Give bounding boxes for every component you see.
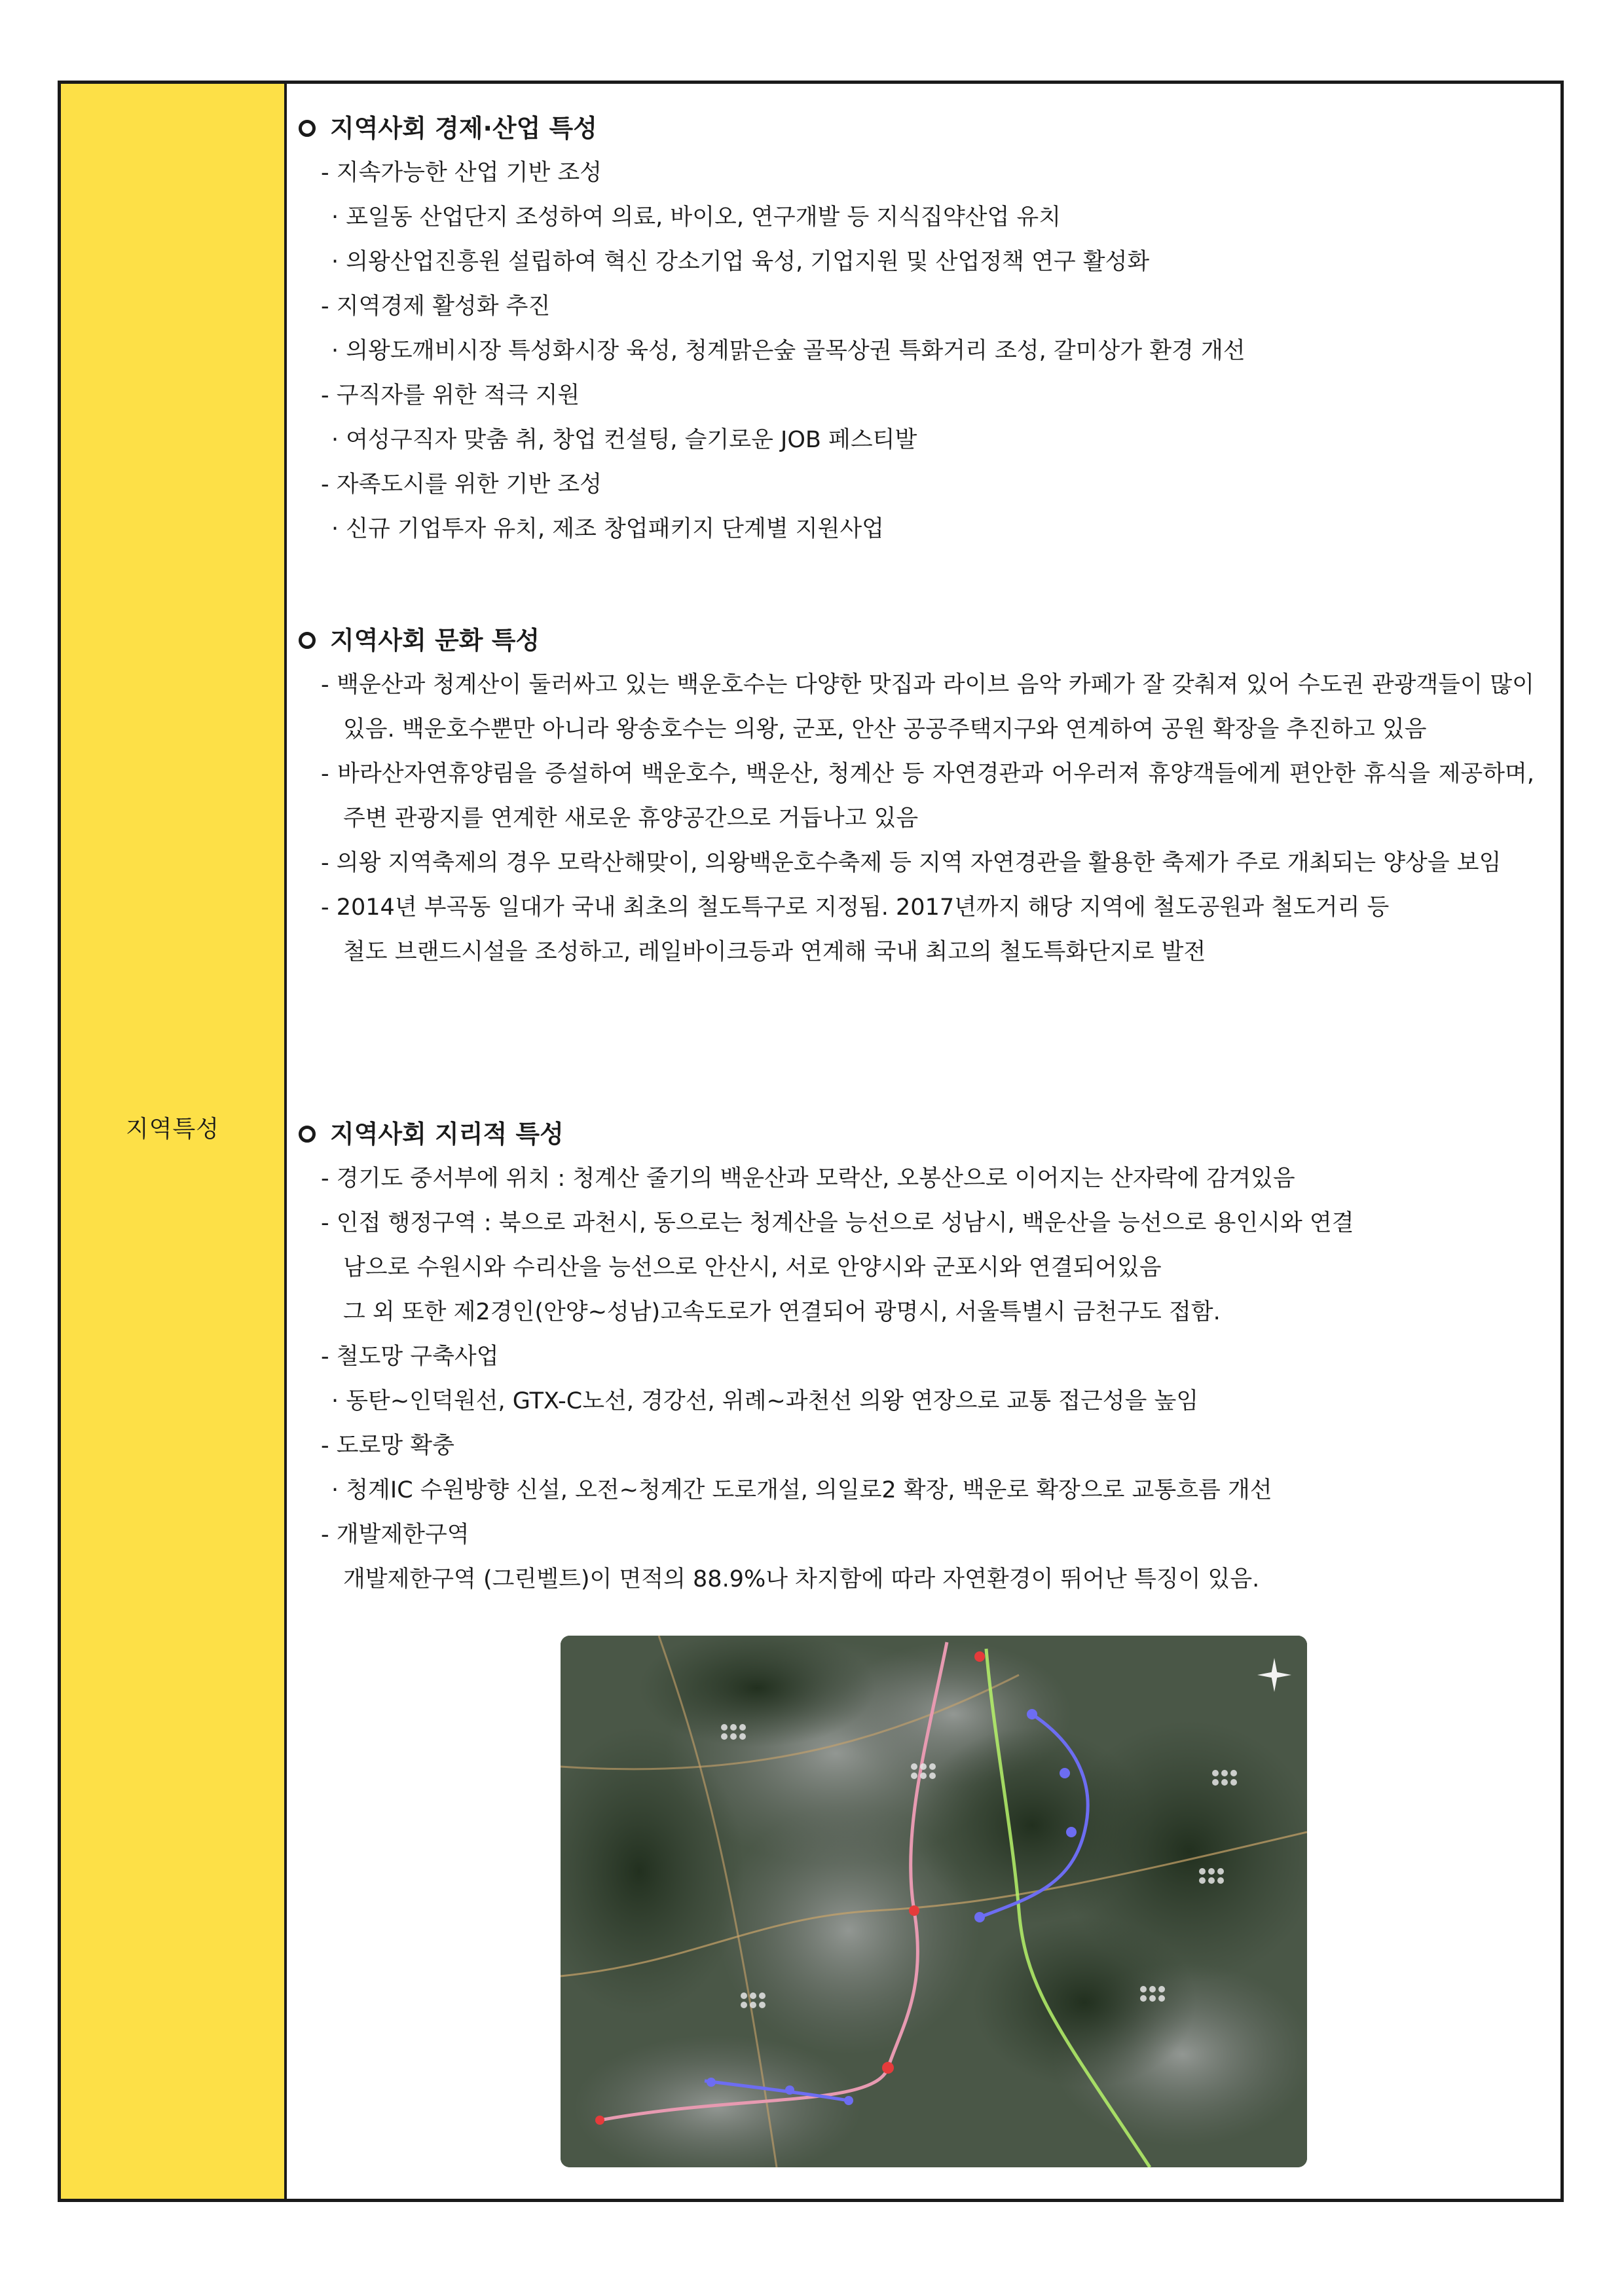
list-item: - 인접 행정구역 : 북으로 과천시, 동으로는 청계산을 능선으로 성남시, 백운산을 능선으로 용인시와 연결 (321, 1210, 1354, 1236)
circle-bullet-icon (299, 632, 316, 649)
station-marker (974, 1651, 985, 1662)
station-marker (707, 2078, 716, 2087)
list-item: · 동탄~인덕원선, GTX-C노선, 경강선, 위례~과천선 의왕 연장으로 교통 접근성을 높임 (331, 1388, 1199, 1414)
mountain-area (973, 1917, 1196, 2087)
list-item: - 도로망 확충 (321, 1433, 454, 1459)
list-item: · 청계IC 수원방향 신설, 오전~청계간 도로개설, 의일로2 확장, 백운로 확장으로 교통흐름 개선 (331, 1477, 1272, 1503)
geography-section (287, 1112, 1534, 1602)
row-label-cell (61, 84, 287, 2199)
list-item-continued: 개발제한구역 (그린벨트)이 면적의 88.9%나 차지함에 따라 자연환경이 뛰어난 특징이 있음. (343, 1566, 1260, 1592)
station-marker (1060, 1768, 1070, 1778)
station-marker (882, 2062, 894, 2074)
circle-bullet-icon (299, 1126, 316, 1143)
economy-section (287, 106, 1534, 551)
row-label: 지역특성 (125, 1116, 220, 1143)
list-item: - 구직자를 위한 적극 지원 (321, 382, 580, 409)
station-marker (844, 2096, 853, 2105)
station-marker (974, 1912, 985, 1922)
list-item-continued: 그 외 또한 제2경인(안양~성남)고속도로가 연결되어 광명시, 서울특별시 금천구도 접함. (343, 1299, 1221, 1325)
list-item: - 철도망 구축사업 (321, 1344, 499, 1370)
list-item: · 여성구직자 맞춤 취, 창업 컨설팅, 슬기로운 JOB 페스티발 (331, 427, 917, 453)
list-item: - 개발제한구역 (321, 1522, 470, 1548)
list-item: · 포일동 산업단지 조성하여 의료, 바이오, 연구개발 등 지식집약산업 유치 (331, 204, 1061, 230)
list-item: · 신규 기업투자 유치, 제조 창업패키지 단계별 지원사업 (331, 516, 884, 542)
list-item: - 2014년 부곡동 일대가 국내 최초의 철도특구로 지정됨. 2017년까지 해당 지역에 철도공원과 철도거리 등 (321, 894, 1390, 921)
list-item: - 경기도 중서부에 위치 : 청계산 줄기의 백운산과 모락산, 오봉산으로 이어지는 산자락에 감겨있음 (321, 1166, 1295, 1192)
section-heading: 지역사회 지리적 특성 (287, 1112, 1534, 1156)
circle-bullet-icon (299, 120, 316, 137)
station-marker (785, 2085, 794, 2095)
station-marker (909, 1905, 919, 1916)
content-cell (287, 84, 1560, 2199)
culture-section (287, 618, 1534, 974)
list-item: - 지역경제 활성화 추진 (321, 293, 551, 320)
paragraph: - 백운산과 청계산이 둘러싸고 있는 백운호수는 다양한 맛집과 라이브 음악 카페가 잘 갖춰져 있어 수도권 관광객들이 많이 있음. 백운호수뿐만 아니라 왕송호수는 의왕, 군포, 안산 공공주택지구와 연계하여 공원 확장을 추진하고 있음 (321, 672, 1534, 743)
station-marker (1066, 1827, 1077, 1837)
map-graphic (561, 1636, 1307, 2167)
satellite-map-image (561, 1636, 1307, 2167)
list-item: · 의왕도깨비시장 특성화시장 육성, 청계맑은숲 골목상권 특화거리 조성, 갈미상가 환경 개선 (331, 338, 1246, 364)
paragraph: - 바라산자연휴양림을 증설하여 백운호수, 백운산, 청계산 등 자연경관과 어우러져 휴양객들에게 편안한 휴식을 제공하며, 주변 관광지를 연계한 새로운 휴양공간으로 거듭나고 있음 (321, 761, 1534, 832)
list-item-continued: 남으로 수원시와 수리산을 능선으로 안산시, 서로 안양시와 군포시와 연결되어있음 (343, 1255, 1162, 1281)
list-item-continued: 철도 브랜드시설을 조성하고, 레일바이크등과 연계해 국내 최고의 철도특화단지로 발전 (343, 939, 1206, 965)
paragraph: - 의왕 지역축제의 경우 모락산해맞이, 의왕백운호수축제 등 지역 자연경관을 활용한 축제가 주로 개최되는 양상을 보임 (321, 850, 1502, 876)
list-item: · 의왕산업진흥원 설립하여 혁신 강소기업 육성, 기업지원 및 산업정책 연구 활성화 (331, 249, 1150, 275)
station-marker (1027, 1709, 1037, 1719)
info-table (58, 81, 1564, 2202)
section-heading: 지역사회 문화 특성 (287, 618, 1534, 663)
section-heading: 지역사회 경제·산업 특성 (287, 106, 1534, 151)
station-marker (595, 2116, 604, 2125)
list-item: - 지속가능한 산업 기반 조성 (321, 160, 602, 186)
list-item: - 자족도시를 위한 기반 조성 (321, 471, 602, 498)
